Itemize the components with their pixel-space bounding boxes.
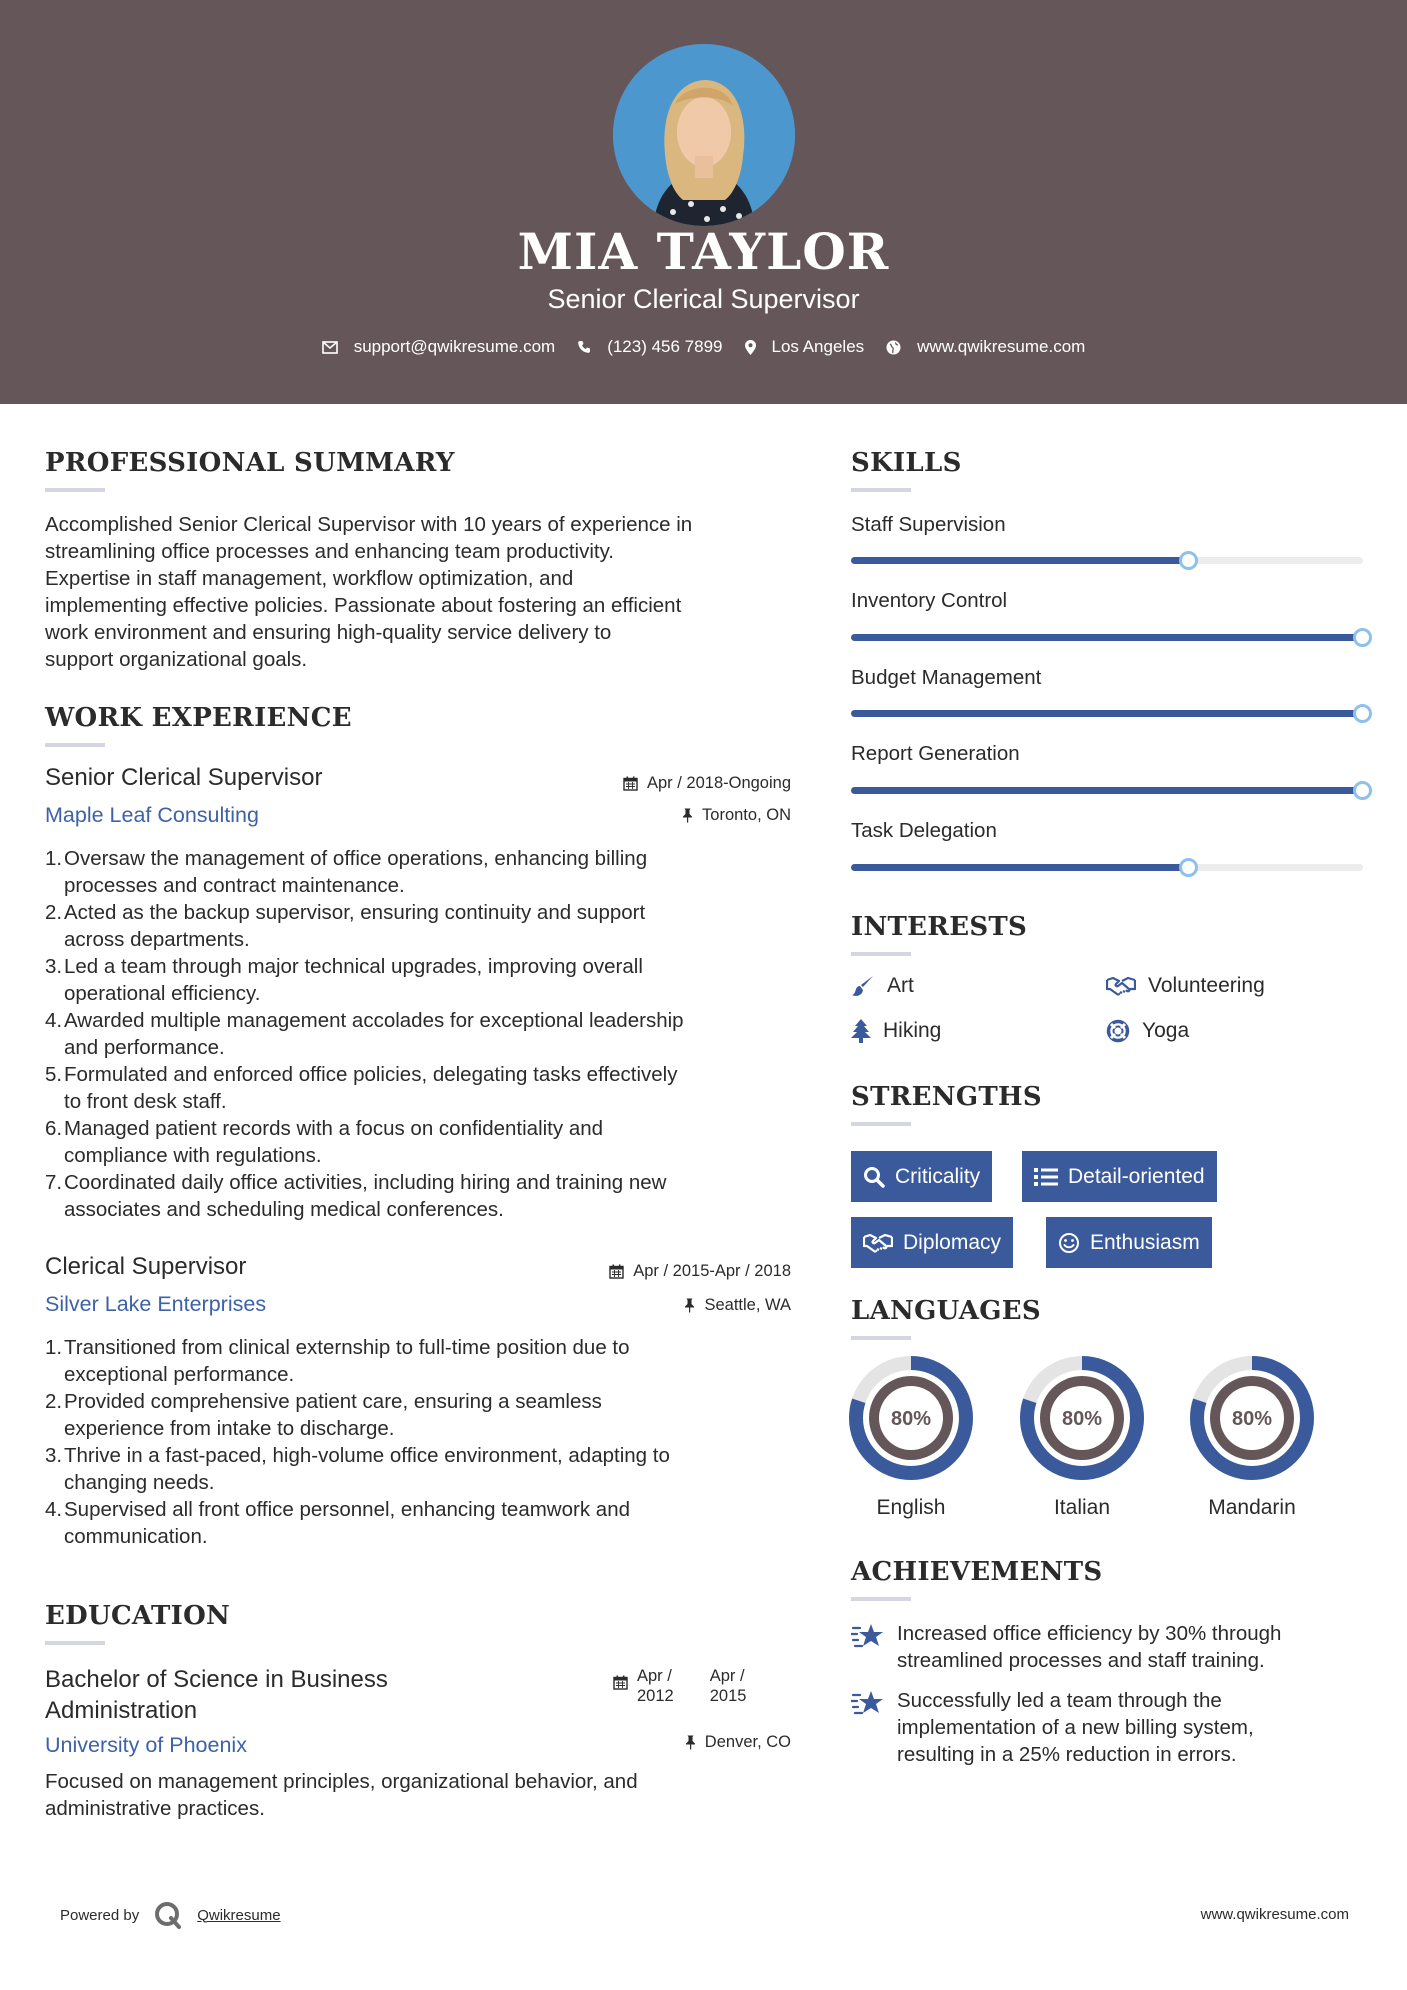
description-line: administrative practices. bbox=[45, 1797, 265, 1820]
star-badge-icon bbox=[851, 1621, 885, 1651]
skill-name: Staff Supervision bbox=[851, 513, 1006, 536]
skill-bar-knob bbox=[1353, 628, 1372, 647]
list-line: to front desk staff. bbox=[64, 1090, 227, 1113]
footer-powered-by bbox=[60, 1900, 281, 1930]
interest-label: Art bbox=[887, 974, 914, 997]
candidate-title: Senior Clerical Supervisor bbox=[547, 284, 860, 314]
skill-bar-knob bbox=[1353, 704, 1372, 723]
job-role: Clerical Supervisor bbox=[45, 1253, 247, 1280]
interest-hiking bbox=[851, 1019, 941, 1043]
achievement-line: Increased office efficiency by 30% through bbox=[897, 1622, 1282, 1645]
contact-email[interactable] bbox=[322, 337, 556, 357]
map-pin-icon bbox=[745, 340, 756, 355]
job-company: Maple Leaf Consulting bbox=[45, 803, 259, 827]
skills-heading: SKILLS bbox=[851, 448, 962, 478]
job-responsibilities bbox=[45, 1334, 670, 1550]
education-location-text: Denver, CO bbox=[704, 1733, 791, 1751]
languages-heading: LANGUAGES bbox=[851, 1296, 1041, 1326]
list-line: Awarded multiple management accolades for exceptional leadership bbox=[64, 1009, 684, 1032]
degree-line: Administration bbox=[45, 1697, 198, 1724]
interest-label: Volunteering bbox=[1148, 974, 1265, 997]
job-location bbox=[684, 1296, 791, 1315]
brand-link[interactable]: Qwikresume bbox=[197, 1906, 281, 1924]
description-line: Focused on management principles, organizational behavior, and bbox=[45, 1770, 638, 1793]
list-number: 1. bbox=[45, 1336, 63, 1359]
envelope-icon bbox=[322, 341, 338, 354]
list-line: Led a team through major technical upgrades, improving overall bbox=[64, 955, 643, 978]
contact-website[interactable] bbox=[886, 337, 1085, 357]
education-heading: EDUCATION bbox=[45, 1601, 231, 1631]
list-number: 4. bbox=[45, 1498, 63, 1521]
achievement-line: streamlined processes and staff training. bbox=[897, 1649, 1265, 1672]
language-name: Italian bbox=[1053, 1496, 1111, 1519]
summary-line: Accomplished Senior Clerical Supervisor with 10 years of experience in bbox=[45, 513, 693, 536]
pushpin-icon bbox=[685, 1735, 696, 1750]
strengths-heading: STRENGTHS bbox=[851, 1082, 1042, 1112]
job-location-text: Toronto, ON bbox=[702, 806, 791, 824]
language-percent: 80% bbox=[890, 1408, 932, 1430]
job-company: Silver Lake Enterprises bbox=[45, 1292, 267, 1316]
pushpin-icon bbox=[682, 808, 693, 823]
job-dates-text: Apr / 2018-Ongoing bbox=[646, 774, 791, 792]
list-item bbox=[45, 1334, 670, 1388]
interest-label: Hiking bbox=[883, 1019, 942, 1042]
language-ring bbox=[1190, 1356, 1314, 1480]
skill-bar-knob bbox=[1179, 858, 1198, 877]
list-item bbox=[45, 845, 684, 899]
achievement-item bbox=[851, 1620, 1347, 1674]
skill-name: Budget Management bbox=[851, 666, 1042, 689]
list-line: Thrive in a fast-paced, high-volume office environment, adapting to bbox=[64, 1444, 670, 1467]
calendar-icon bbox=[609, 1264, 624, 1279]
calendar-icon bbox=[623, 776, 638, 791]
skill-name: Task Delegation bbox=[851, 819, 997, 842]
strength-label: Detail-oriented bbox=[1068, 1164, 1205, 1188]
list-number: 5. bbox=[45, 1063, 63, 1086]
skill-bar-fill bbox=[851, 634, 1363, 641]
star-badge-icon bbox=[851, 1688, 885, 1718]
date-line: Apr / bbox=[709, 1667, 745, 1685]
education-divider bbox=[45, 1641, 105, 1645]
date-line: 2015 bbox=[709, 1687, 747, 1705]
skill-bar bbox=[851, 634, 1363, 641]
interest-volunteering bbox=[1106, 974, 1265, 998]
summary-heading: PROFESSIONAL SUMMARY bbox=[45, 448, 455, 478]
list-item bbox=[45, 1115, 684, 1169]
strength-label: Enthusiasm bbox=[1090, 1230, 1200, 1254]
list-line: associates and scheduling medical conferences. bbox=[64, 1198, 504, 1221]
language-ring bbox=[1020, 1356, 1144, 1480]
list-line: experience from intake to discharge. bbox=[64, 1417, 395, 1440]
language-ring-svg bbox=[1020, 1356, 1144, 1480]
language-ring-svg bbox=[849, 1356, 973, 1480]
strength-criticality bbox=[851, 1151, 992, 1202]
language-percent: 80% bbox=[1231, 1408, 1273, 1430]
summary-line: Expertise in staff management, workflow optimization, and bbox=[45, 567, 574, 590]
education-description bbox=[45, 1768, 638, 1822]
contact-phone[interactable] bbox=[577, 337, 722, 357]
job-dates bbox=[623, 774, 791, 793]
profile-photo bbox=[613, 44, 795, 226]
language-ring-svg bbox=[1190, 1356, 1314, 1480]
list-line: Provided comprehensive patient care, ensuring a seamless bbox=[64, 1390, 602, 1413]
list-line: and performance. bbox=[64, 1036, 225, 1059]
list-line: Oversaw the management of office operations, enhancing billing bbox=[64, 847, 648, 870]
list-line: exceptional performance. bbox=[64, 1363, 295, 1386]
phone-text: (123) 456 7899 bbox=[607, 337, 723, 356]
location-text: Los Angeles bbox=[771, 337, 865, 356]
education-location bbox=[685, 1733, 791, 1752]
tree-icon bbox=[851, 1019, 871, 1043]
skill-name: Inventory Control bbox=[851, 589, 1008, 612]
skill-bar bbox=[851, 864, 1363, 871]
summary-line: streamlining office processes and enhancing team productivity. bbox=[45, 540, 614, 563]
language-name: Mandarin bbox=[1208, 1496, 1296, 1519]
list-line: Coordinated daily office activities, including hiring and training new bbox=[64, 1171, 667, 1194]
list-item bbox=[45, 1169, 684, 1223]
handshake-icon bbox=[1106, 975, 1136, 997]
degree-title bbox=[45, 1664, 388, 1726]
degree-line: Bachelor of Science in Business bbox=[45, 1666, 388, 1693]
education-end bbox=[710, 1666, 747, 1706]
list-number: 1. bbox=[45, 847, 63, 870]
list-number: 6. bbox=[45, 1117, 63, 1140]
achievement-line: implementation of a new billing system, bbox=[897, 1716, 1254, 1739]
strengths-divider bbox=[851, 1122, 911, 1126]
skill-bar bbox=[851, 787, 1363, 794]
job-location bbox=[682, 806, 791, 825]
skill-name: Report Generation bbox=[851, 742, 1020, 765]
education-start bbox=[637, 1666, 674, 1706]
skill-bar-fill bbox=[851, 710, 1363, 717]
handshake-icon bbox=[863, 1232, 893, 1254]
list-item bbox=[45, 1061, 684, 1115]
pushpin-icon bbox=[684, 1298, 695, 1313]
achievement-text bbox=[897, 1687, 1347, 1768]
interest-art bbox=[851, 974, 914, 998]
website-text: www.qwikresume.com bbox=[917, 337, 1086, 356]
summary-line: support organizational goals. bbox=[45, 648, 308, 671]
list-icon bbox=[1034, 1167, 1058, 1187]
achievements-heading: ACHIEVEMENTS bbox=[851, 1557, 1103, 1587]
skill-bar bbox=[851, 557, 1363, 564]
job-role: Senior Clerical Supervisor bbox=[45, 764, 323, 791]
interests-heading: INTERESTS bbox=[851, 912, 1028, 942]
list-number: 2. bbox=[45, 1390, 63, 1413]
date-line: 2012 bbox=[637, 1687, 674, 1705]
phone-icon bbox=[577, 340, 591, 354]
achievement-item bbox=[851, 1687, 1347, 1768]
list-number: 4. bbox=[45, 1009, 63, 1032]
list-line: changing needs. bbox=[64, 1471, 215, 1494]
list-line: compliance with regulations. bbox=[64, 1144, 322, 1167]
list-number: 3. bbox=[45, 1444, 63, 1467]
summary-line: work environment and ensuring high-quality service delivery to bbox=[45, 621, 612, 644]
powered-by-text: Powered by bbox=[60, 1906, 140, 1924]
education-dates bbox=[613, 1666, 746, 1706]
contact-location bbox=[745, 337, 865, 357]
job-responsibilities bbox=[45, 845, 684, 1223]
resume-header bbox=[0, 0, 1407, 404]
list-line: communication. bbox=[64, 1525, 208, 1548]
list-line: Managed patient records with a focus on confidentiality and bbox=[64, 1117, 604, 1140]
job-location-text: Seattle, WA bbox=[704, 1296, 791, 1314]
skill-bar-fill bbox=[851, 787, 1363, 794]
qwikresume-logo-icon bbox=[153, 1900, 183, 1930]
paintbrush-icon bbox=[851, 974, 875, 998]
candidate-name: MIA TAYLOR bbox=[517, 222, 890, 281]
email-text: support@qwikresume.com bbox=[353, 337, 556, 356]
skill-bar-fill bbox=[851, 557, 1189, 564]
list-line: processes and contract maintenance. bbox=[64, 874, 405, 897]
life-ring-icon bbox=[1106, 1019, 1130, 1043]
summary-line: implementing effective policies. Passionate about fostering an efficient bbox=[45, 594, 682, 617]
achievements-divider bbox=[851, 1597, 911, 1601]
list-line: Acted as the backup supervisor, ensuring continuity and support bbox=[64, 901, 646, 924]
skill-bar-fill bbox=[851, 864, 1189, 871]
interest-label: Yoga bbox=[1142, 1019, 1190, 1042]
calendar-icon bbox=[613, 1675, 628, 1690]
list-line: across departments. bbox=[64, 928, 250, 951]
interest-yoga bbox=[1106, 1019, 1189, 1043]
language-percent: 80% bbox=[1061, 1408, 1103, 1430]
smile-icon bbox=[1058, 1232, 1080, 1254]
list-item bbox=[45, 899, 684, 953]
list-line: Transitioned from clinical externship to full-time position due to bbox=[64, 1336, 630, 1359]
list-item bbox=[45, 1496, 670, 1550]
list-number: 3. bbox=[45, 955, 63, 978]
list-line: Supervised all front office personnel, enhancing teamwork and bbox=[64, 1498, 630, 1521]
language-name: English bbox=[876, 1496, 946, 1519]
summary-text bbox=[45, 511, 692, 673]
interests-divider bbox=[851, 952, 911, 956]
job-dates-text: Apr / 2015-Apr / 2018 bbox=[633, 1262, 791, 1280]
skill-bar-knob bbox=[1179, 551, 1198, 570]
list-line: operational efficiency. bbox=[64, 982, 261, 1005]
school-name: University of Phoenix bbox=[45, 1733, 247, 1757]
strength-label: Diplomacy bbox=[903, 1230, 1002, 1254]
strength-enthusiasm bbox=[1046, 1217, 1212, 1268]
list-line: Formulated and enforced office policies, delegating tasks effectively bbox=[64, 1063, 678, 1086]
list-item bbox=[45, 1442, 670, 1496]
skill-bar bbox=[851, 710, 1363, 717]
experience-heading: WORK EXPERIENCE bbox=[45, 703, 352, 733]
list-item bbox=[45, 953, 684, 1007]
date-line: Apr / bbox=[637, 1667, 672, 1685]
list-number: 2. bbox=[45, 901, 63, 924]
achievement-text bbox=[897, 1620, 1347, 1674]
list-item bbox=[45, 1007, 684, 1061]
achievement-line: resulting in a 25% reduction in errors. bbox=[897, 1743, 1237, 1766]
languages-divider bbox=[851, 1336, 911, 1340]
globe-icon bbox=[886, 340, 901, 355]
strength-label: Criticality bbox=[895, 1164, 981, 1188]
experience-divider bbox=[45, 743, 105, 747]
strength-diplomacy bbox=[851, 1217, 1013, 1268]
footer-website[interactable]: www.qwikresume.com bbox=[1200, 1906, 1349, 1923]
job-dates bbox=[609, 1262, 791, 1281]
language-ring bbox=[849, 1356, 973, 1480]
summary-divider bbox=[45, 488, 105, 492]
strength-detail-oriented bbox=[1022, 1151, 1217, 1202]
skill-bar-knob bbox=[1353, 781, 1372, 800]
search-icon bbox=[863, 1166, 885, 1188]
list-item bbox=[45, 1388, 670, 1442]
list-number: 7. bbox=[45, 1171, 63, 1194]
contact-bar bbox=[0, 337, 1407, 357]
achievement-line: Successfully led a team through the bbox=[897, 1689, 1222, 1712]
skills-divider bbox=[851, 488, 911, 492]
